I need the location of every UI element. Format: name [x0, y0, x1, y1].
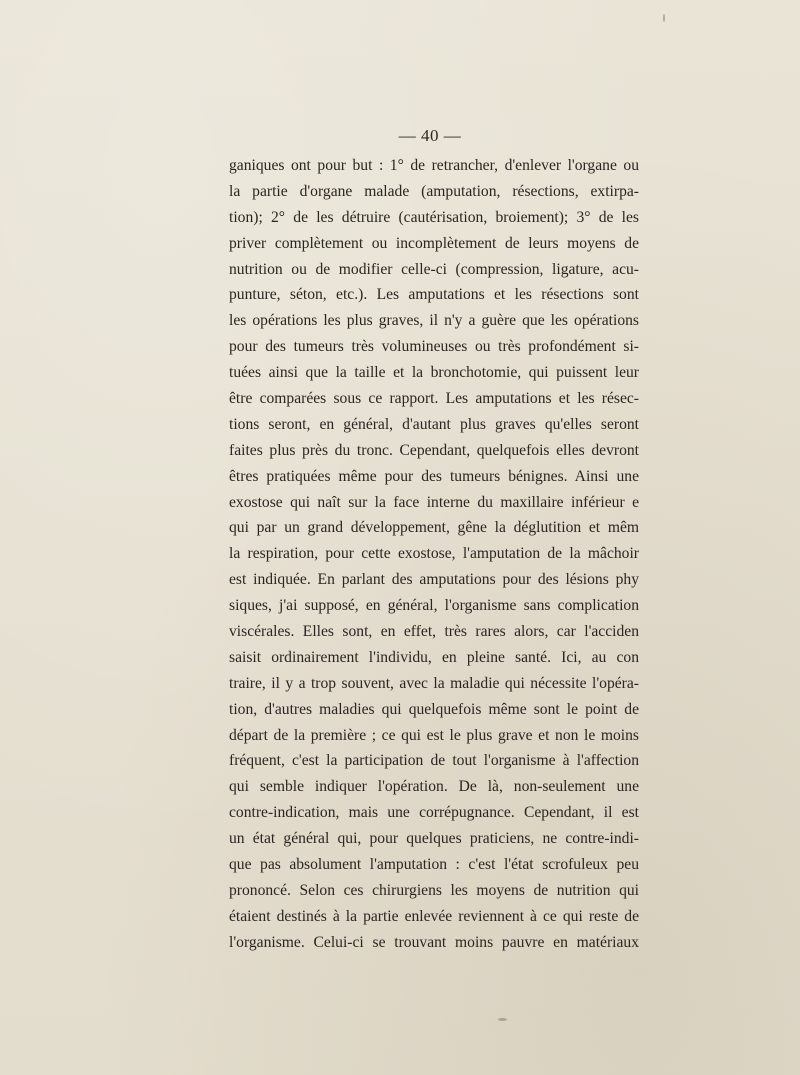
text-line: être comparées sous ce rapport. Les amputations et les résec-: [229, 390, 639, 408]
text-line: qui par un grand développement, gêne la déglutition et mêm: [229, 519, 639, 537]
paper-speck: [663, 14, 665, 22]
text-line: la respiration, pour cette exostose, l'amputation de la mâchoir: [229, 545, 639, 563]
text-line: est indiquée. En parlant des amputations pour des lésions phy: [229, 571, 639, 589]
page-number: — 40 —: [398, 126, 462, 145]
text-line: les opérations les plus graves, il n'y a guère que les opérations: [229, 312, 639, 330]
text-line: la partie d'organe malade (amputation, résections, extirpa-: [229, 182, 639, 200]
text-line: pour des tumeurs très volumineuses ou très profondément si-: [229, 338, 639, 356]
text-line: saisit ordinairement l'individu, en pleine santé. Ici, au con: [229, 648, 639, 666]
text-line: tions seront, en général, d'autant plus graves qu'elles seront: [229, 415, 639, 433]
text-line: ganiques ont pour but : 1° de retrancher, d'enlever l'organe ou: [229, 157, 639, 174]
text-line: tuées ainsi que la taille et la bronchotomie, qui puissent leur: [229, 364, 639, 382]
text-line: tion, d'autres maladies qui quelquefois même sont le point de: [229, 700, 639, 718]
text-line: que pas absolument l'amputation : c'est l'état scrofuleux peu: [229, 856, 639, 874]
text-line: punture, séton, etc.). Les amputations et les résections sont: [229, 286, 639, 304]
text-line: prononcé. Selon ces chirurgiens les moyens de nutrition qui: [229, 881, 639, 899]
text-line: un état général qui, pour quelques praticiens, ne contre-indi-: [229, 830, 639, 848]
text-line: traire, il y a trop souvent, avec la maladie qui nécessite l'opéra-: [229, 674, 639, 692]
text-line: nutrition ou de modifier celle-ci (compression, ligature, acu-: [229, 260, 639, 278]
body-text: [229, 153, 639, 956]
text-line: contre-indication, mais une corrépugnance. Cependant, il est: [229, 804, 639, 822]
text-line: faites plus près du tronc. Cependant, quelquefois elles devront: [229, 441, 639, 459]
text-line: siques, j'ai supposé, en général, l'organisme sans complication: [229, 597, 639, 615]
text-line: étaient destinés à la partie enlevée reviennent à ce qui reste de: [229, 907, 639, 925]
text-line: qui semble indiquer l'opération. De là, non-seulement une: [229, 778, 639, 796]
text-line: l'organisme. Celui-ci se trouvant moins pauvre en matériaux: [229, 933, 639, 951]
text-line: tion); 2° de les détruire (cautérisation, broiement); 3° de les: [229, 208, 639, 226]
text-line: fréquent, c'est la participation de tout l'organisme à l'affection: [229, 752, 639, 770]
text-line: départ de la première ; ce qui est le plus grave et non le moins: [229, 726, 639, 744]
text-line: exostose qui naît sur la face interne du maxillaire inférieur e: [229, 493, 639, 511]
text-line: êtres pratiquées même pour des tumeurs bénignes. Ainsi une: [229, 467, 639, 485]
paper-speck: [498, 1018, 507, 1021]
text-line: priver complètement ou incomplètement de leurs moyens de: [229, 234, 639, 252]
text-line: viscérales. Elles sont, en effet, très rares alors, car l'acciden: [229, 623, 639, 641]
paper-speck: [612, 606, 615, 611]
